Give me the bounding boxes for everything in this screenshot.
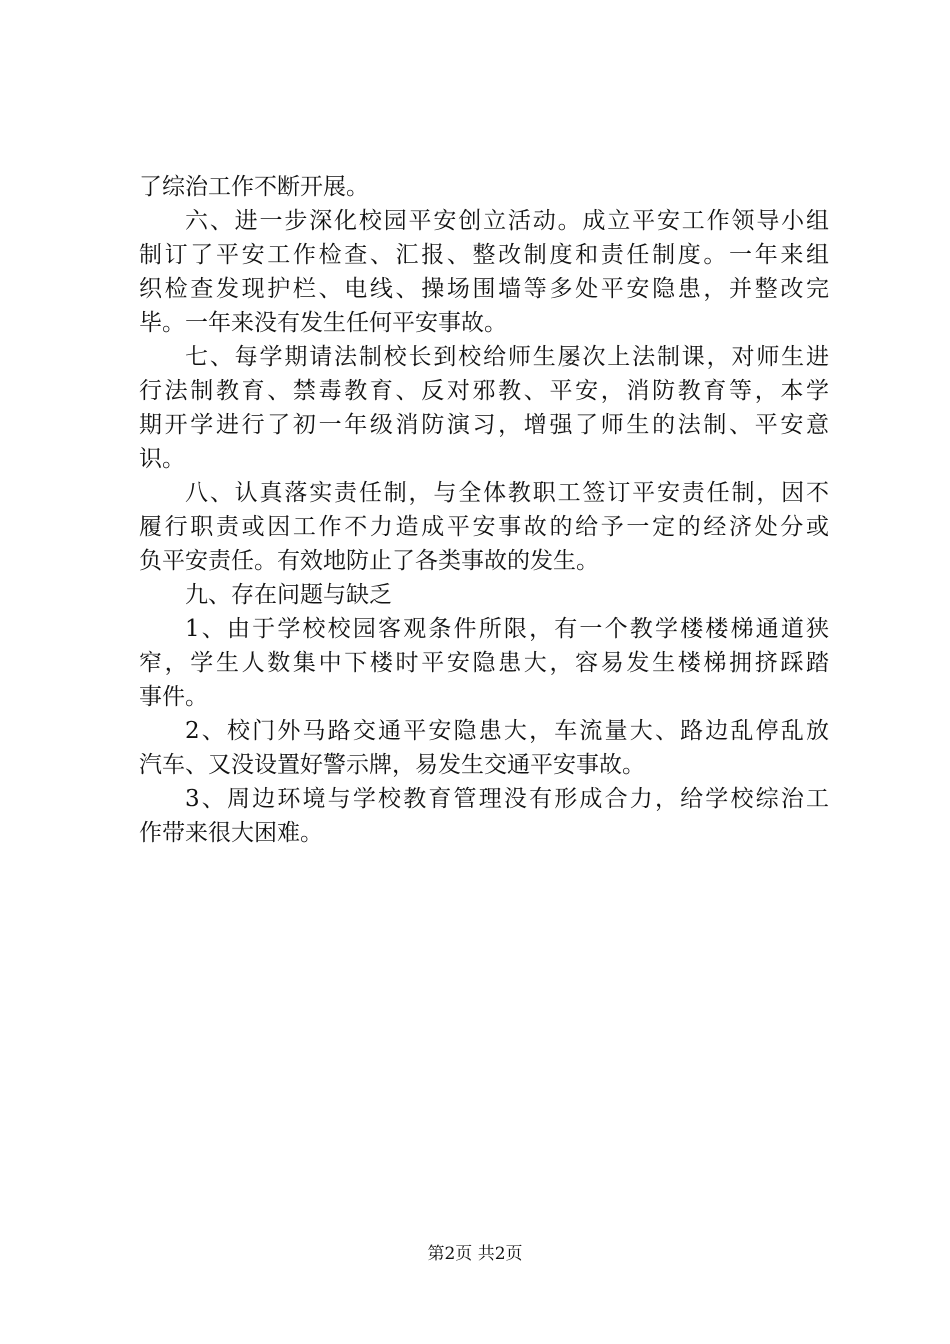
text-line: 事件。 [139, 684, 208, 710]
text-line: 作带来很大困难。 [139, 820, 323, 846]
text-line: 负平安责任。有效地防止了各类事故的发生。 [139, 548, 599, 574]
text-line: 七、每学期请法制校长到校给师生屡次上法制课，对师生进 [185, 344, 829, 370]
text-line: 1、由于学校校园客观条件所限，有一个教学楼楼梯通道狭 [185, 616, 829, 642]
text-line: 六、进一步深化校园平安创立活动。成立平安工作领导小组 [185, 208, 829, 234]
text-line: 识。 [139, 446, 185, 472]
text-line: 行法制教育、禁毒教育、反对邪教、平安，消防教育等，本学 [139, 378, 829, 404]
text-line: 织检查发现护栏、电线、操场围墙等多处平安隐患，并整改完 [139, 276, 829, 302]
section-heading: 九、存在问题与缺乏 [185, 582, 392, 608]
text-line: 3、周边环境与学校教育管理没有形成合力，给学校综治工 [185, 786, 829, 812]
text-line: 了综治工作不断开展。 [139, 174, 369, 200]
text-line: 2、校门外马路交通平安隐患大，车流量大、路边乱停乱放 [185, 718, 829, 744]
page-number-footer: 第2页 共2页 [427, 1244, 523, 1264]
text-line: 窄，学生人数集中下楼时平安隐患大，容易发生楼梯拥挤踩踏 [139, 650, 829, 676]
text-line: 八、认真落实责任制，与全体教职工签订平安责任制，因不 [185, 480, 829, 506]
text-line: 履行职责或因工作不力造成平安事故的给予一定的经济处分或 [139, 514, 829, 540]
text-line: 制订了平安工作检查、汇报、整改制度和责任制度。一年来组 [139, 242, 829, 268]
text-line: 汽车、又没设置好警示牌，易发生交通平安事故。 [139, 752, 645, 778]
document-body [139, 170, 829, 850]
text-line: 毕。一年来没有发生任何平安事故。 [139, 310, 507, 336]
text-line: 期开学进行了初一年级消防演习，增强了师生的法制、平安意 [139, 412, 829, 438]
